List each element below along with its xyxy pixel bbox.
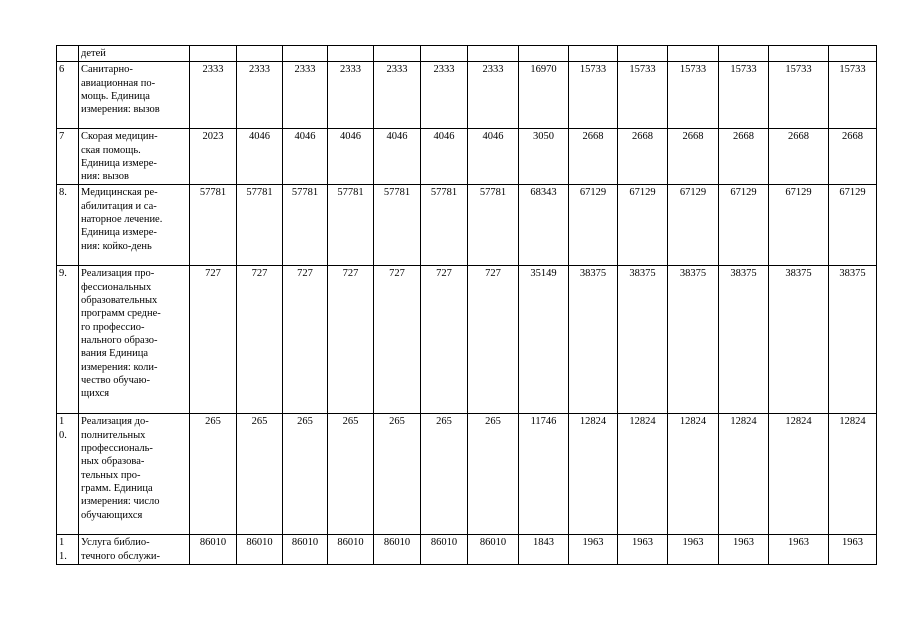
value-cell: 1963 bbox=[769, 535, 829, 565]
value-cell: 727 bbox=[468, 266, 519, 414]
value-cell: 86010 bbox=[237, 535, 283, 565]
value-cell: 2023 bbox=[190, 129, 237, 185]
row-number-cell: 1 1. bbox=[57, 535, 79, 565]
value-cell: 16970 bbox=[519, 62, 569, 129]
value-cell bbox=[668, 46, 719, 62]
value-cell: 1963 bbox=[829, 535, 877, 565]
value-cell: 12824 bbox=[618, 414, 668, 535]
service-name-cell: Реализация до- полнительных профессиональ- ных образова- тельных про- грамм. Единица измерения: число обучающихся bbox=[79, 414, 190, 535]
value-cell: 12824 bbox=[668, 414, 719, 535]
value-cell: 3050 bbox=[519, 129, 569, 185]
value-cell bbox=[468, 46, 519, 62]
value-cell: 12824 bbox=[569, 414, 618, 535]
table-row bbox=[57, 129, 877, 185]
value-cell: 57781 bbox=[283, 185, 328, 266]
value-cell: 15733 bbox=[668, 62, 719, 129]
value-cell: 2668 bbox=[769, 129, 829, 185]
table-row bbox=[57, 62, 877, 129]
value-cell: 57781 bbox=[374, 185, 421, 266]
data-table bbox=[56, 45, 877, 565]
service-name-cell: Реализация про- фессиональных образовательных программ средне- го профессио- нального образо- вания Единица измерения: коли- чество обучаю- щихся bbox=[79, 266, 190, 414]
value-cell bbox=[519, 46, 569, 62]
value-cell: 727 bbox=[237, 266, 283, 414]
value-cell: 2333 bbox=[468, 62, 519, 129]
value-cell: 4046 bbox=[468, 129, 519, 185]
value-cell: 4046 bbox=[283, 129, 328, 185]
value-cell: 2668 bbox=[569, 129, 618, 185]
service-name-cell: детей bbox=[79, 46, 190, 62]
value-cell: 67129 bbox=[829, 185, 877, 266]
value-cell: 4046 bbox=[374, 129, 421, 185]
value-cell: 86010 bbox=[374, 535, 421, 565]
value-cell: 2668 bbox=[719, 129, 769, 185]
value-cell: 86010 bbox=[328, 535, 374, 565]
value-cell: 2333 bbox=[190, 62, 237, 129]
value-cell: 4046 bbox=[328, 129, 374, 185]
table-row bbox=[57, 46, 877, 62]
value-cell: 86010 bbox=[468, 535, 519, 565]
table-row bbox=[57, 185, 877, 266]
value-cell: 86010 bbox=[283, 535, 328, 565]
value-cell: 67129 bbox=[719, 185, 769, 266]
value-cell: 67129 bbox=[668, 185, 719, 266]
value-cell bbox=[769, 46, 829, 62]
value-cell: 265 bbox=[468, 414, 519, 535]
value-cell: 2333 bbox=[237, 62, 283, 129]
row-number-cell bbox=[57, 46, 79, 62]
value-cell: 1963 bbox=[569, 535, 618, 565]
value-cell: 11746 bbox=[519, 414, 569, 535]
value-cell: 2333 bbox=[283, 62, 328, 129]
value-cell: 57781 bbox=[468, 185, 519, 266]
value-cell: 35149 bbox=[519, 266, 569, 414]
value-cell: 727 bbox=[374, 266, 421, 414]
value-cell bbox=[421, 46, 468, 62]
value-cell: 1843 bbox=[519, 535, 569, 565]
value-cell: 38375 bbox=[668, 266, 719, 414]
service-name-cell: Санитарно- авиационная по- мощь. Единица измерения: вызов bbox=[79, 62, 190, 129]
value-cell: 15733 bbox=[829, 62, 877, 129]
service-name-cell: Медицинская ре- абилитация и са- наторное лечение. Единица измере- ния: койко-день bbox=[79, 185, 190, 266]
value-cell: 38375 bbox=[569, 266, 618, 414]
value-cell: 38375 bbox=[829, 266, 877, 414]
row-number-cell: 6 bbox=[57, 62, 79, 129]
table-row bbox=[57, 535, 877, 565]
value-cell: 12824 bbox=[719, 414, 769, 535]
value-cell: 38375 bbox=[769, 266, 829, 414]
value-cell: 4046 bbox=[421, 129, 468, 185]
value-cell: 38375 bbox=[618, 266, 668, 414]
row-number-cell: 1 0. bbox=[57, 414, 79, 535]
value-cell: 15733 bbox=[719, 62, 769, 129]
value-cell: 2668 bbox=[829, 129, 877, 185]
value-cell: 67129 bbox=[769, 185, 829, 266]
table-row bbox=[57, 414, 877, 535]
table-row bbox=[57, 266, 877, 414]
value-cell: 265 bbox=[421, 414, 468, 535]
value-cell: 67129 bbox=[569, 185, 618, 266]
value-cell: 265 bbox=[328, 414, 374, 535]
value-cell: 1963 bbox=[668, 535, 719, 565]
value-cell: 15733 bbox=[618, 62, 668, 129]
value-cell bbox=[618, 46, 668, 62]
value-cell: 727 bbox=[328, 266, 374, 414]
row-number-cell: 8. bbox=[57, 185, 79, 266]
value-cell: 12824 bbox=[769, 414, 829, 535]
value-cell: 727 bbox=[421, 266, 468, 414]
value-cell: 265 bbox=[283, 414, 328, 535]
value-cell: 57781 bbox=[328, 185, 374, 266]
value-cell bbox=[283, 46, 328, 62]
value-cell: 1963 bbox=[618, 535, 668, 565]
value-cell: 2333 bbox=[421, 62, 468, 129]
value-cell: 727 bbox=[283, 266, 328, 414]
value-cell bbox=[719, 46, 769, 62]
value-cell bbox=[328, 46, 374, 62]
value-cell bbox=[829, 46, 877, 62]
service-name-cell: Услуга библио- течного обслужи- bbox=[79, 535, 190, 565]
value-cell: 2333 bbox=[328, 62, 374, 129]
value-cell: 4046 bbox=[237, 129, 283, 185]
value-cell bbox=[237, 46, 283, 62]
value-cell: 265 bbox=[237, 414, 283, 535]
value-cell bbox=[190, 46, 237, 62]
value-cell: 2668 bbox=[618, 129, 668, 185]
value-cell: 86010 bbox=[190, 535, 237, 565]
value-cell: 265 bbox=[190, 414, 237, 535]
value-cell: 86010 bbox=[421, 535, 468, 565]
row-number-cell: 7 bbox=[57, 129, 79, 185]
value-cell: 67129 bbox=[618, 185, 668, 266]
value-cell: 2333 bbox=[374, 62, 421, 129]
value-cell: 57781 bbox=[190, 185, 237, 266]
row-number-cell: 9. bbox=[57, 266, 79, 414]
value-cell: 1963 bbox=[719, 535, 769, 565]
service-name-cell: Скорая медицин- ская помощь. Единица измере- ния: вызов bbox=[79, 129, 190, 185]
value-cell: 727 bbox=[190, 266, 237, 414]
value-cell: 68343 bbox=[519, 185, 569, 266]
value-cell bbox=[374, 46, 421, 62]
value-cell bbox=[569, 46, 618, 62]
value-cell: 57781 bbox=[237, 185, 283, 266]
value-cell: 2668 bbox=[668, 129, 719, 185]
value-cell: 57781 bbox=[421, 185, 468, 266]
value-cell: 38375 bbox=[719, 266, 769, 414]
value-cell: 15733 bbox=[769, 62, 829, 129]
value-cell: 265 bbox=[374, 414, 421, 535]
value-cell: 12824 bbox=[829, 414, 877, 535]
value-cell: 15733 bbox=[569, 62, 618, 129]
